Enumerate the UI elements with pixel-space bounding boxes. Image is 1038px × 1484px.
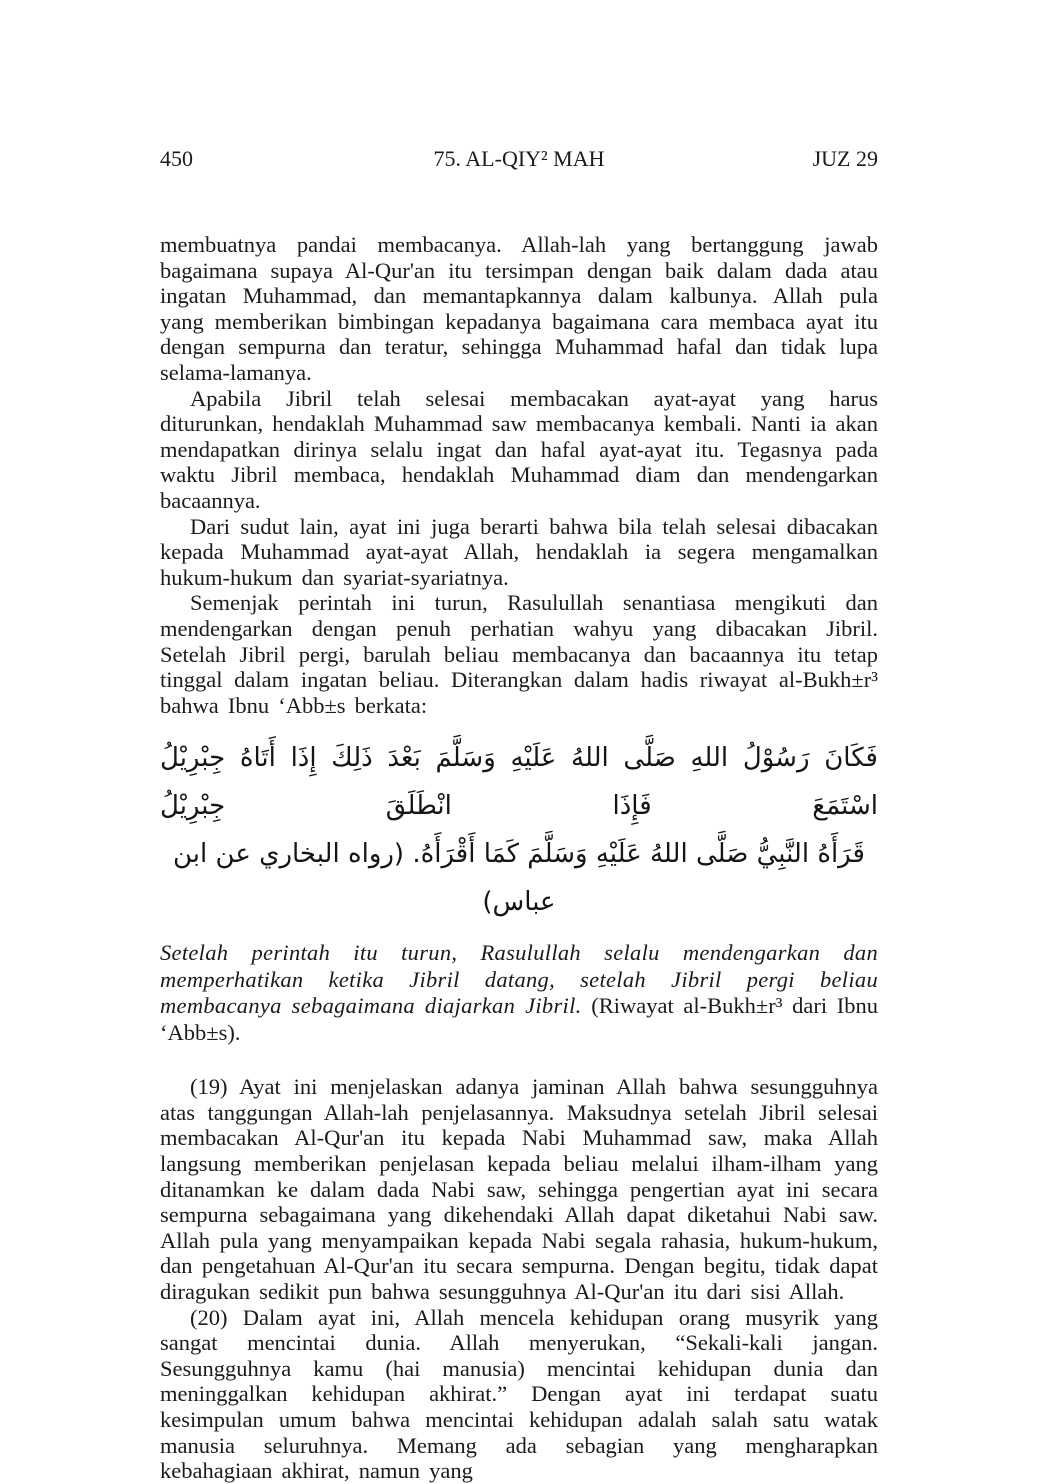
body-text xyxy=(160,232,878,1484)
hadith-line-2: قَرَأَهُ النَّبِيُّ صَلَّى اللهُ عَلَيْهِ وَسَلَّمَ كَمَا أَقْرَأَهُ. (رواه البخاري عن ابن عباس) xyxy=(173,839,865,918)
paragraph: (19) Ayat ini menjelaskan adanya jaminan Allah bahwa sesungguhnya atas tanggungan Allah-lah penjelasannya. Maksudnya setelah Jibril selesai membacakan Al-Qur'an itu kepada Nabi Muhammad saw, maka Allah langsung memberikan penjelasan kepada beliau melalui ilham-ilham yang ditanamkan ke dalam dada Nabi saw, sehingga pengertian ayat ini secara sempurna sebagaimana yang dikehendaki Allah dapat diketahui Nabi saw. Allah pula yang menyampaikan kepada Nabi segala rahasia, hukum-hukum, dan pengetahuan Al-Qur'an itu secara sempurna. Dengan begitu, tidak dapat diragukan sedikit pun bahwa sesungguhnya Al-Qur'an itu dari sisi Allah. xyxy=(160,1074,878,1305)
paragraph: membuatnya pandai membacanya. Allah-lah yang bertanggung jawab bagaimana supaya Al-Qur'an itu tersimpan dengan baik dalam dada atau ingatan Muhammad, dan memantapkannya dalam kalbunya. Allah pula yang memberikan bimbingan kepadanya bagaimana cara membaca ayat itu dengan sempurna dan teratur, sehingga Muhammad hafal dan tidak lupa selama-lamanya. xyxy=(160,232,878,385)
running-header xyxy=(160,146,878,172)
paragraph: Semenjak perintah ini turun, Rasulullah senantiasa mengikuti dan mendengarkan dengan penuh perhatian wahyu yang dibacakan Jibril. Setelah Jibril pergi, barulah beliau membacanya dan bacaannya itu tetap tinggal dalam ingatan beliau. Diterangkan dalam hadis riwayat al-Bukh±r³ bahwa Ibnu ‘Abb±s berkata: xyxy=(160,590,878,718)
chapter-title: 75. AL-QIY² MAH xyxy=(433,146,605,171)
hadith-line-1: فَكَانَ رَسُوْلُ اللهِ صَلَّى اللهُ عَلَيْهِ وَسَلَّمَ بَعْدَ ذَلِكَ إِذَا أَتَاهُ جِبْرِيْلُ اسْتَمَعَ فَإِذَا انْطَلَقَ جِبْرِيْلُ xyxy=(160,743,878,822)
translation-paragraph xyxy=(160,940,878,1046)
juz-label: JUZ 29 xyxy=(812,146,878,171)
citation-roman: (Riwayat al-Bukh±r³ dari Ibnu ‘Abb±s). xyxy=(160,993,878,1045)
paragraph: Dari sudut lain, ayat ini juga berarti bahwa bila telah selesai dibacakan kepada Muhammad ayat-ayat Allah, hendaklah ia segera mengamalkan hukum-hukum dan syariat-syariatnya. xyxy=(160,513,878,590)
paragraph: (20) Dalam ayat ini, Allah mencela kehidupan orang musyrik yang sangat mencintai dunia. Allah menyerukan, “Sekali-kali jangan. Sesungguhnya kamu (hai manusia) mencintai kehidupan dunia dan meninggalkan kehidupan akhirat.” Dengan ayat ini terdapat suatu kesimpulan umum bahwa mencintai kehidupan adalah salah satu watak manusia seluruhnya. Memang ada sebagian yang mengharapkan kebahagiaan akhirat, namun yang xyxy=(160,1304,878,1484)
paragraph: Apabila Jibril telah selesai membacakan ayat-ayat yang harus diturunkan, hendaklah Muhammad saw membacanya kembali. Nanti ia akan mendapatkan dirinya selalu ingat dan hafal ayat-ayat itu. Tegasnya pada waktu Jibril membaca, hendaklah Muhammad diam dan mendengarkan bacaannya. xyxy=(160,385,878,513)
hadith-arabic xyxy=(160,734,878,926)
translation-italic: Setelah perintah itu turun, Rasulullah selalu mendengarkan dan memperhatikan ketika Jibril datang, setelah Jibril pergi beliau membacanya sebagaimana diajarkan Jibril. xyxy=(160,940,878,1019)
page-number: 450 xyxy=(160,146,193,171)
